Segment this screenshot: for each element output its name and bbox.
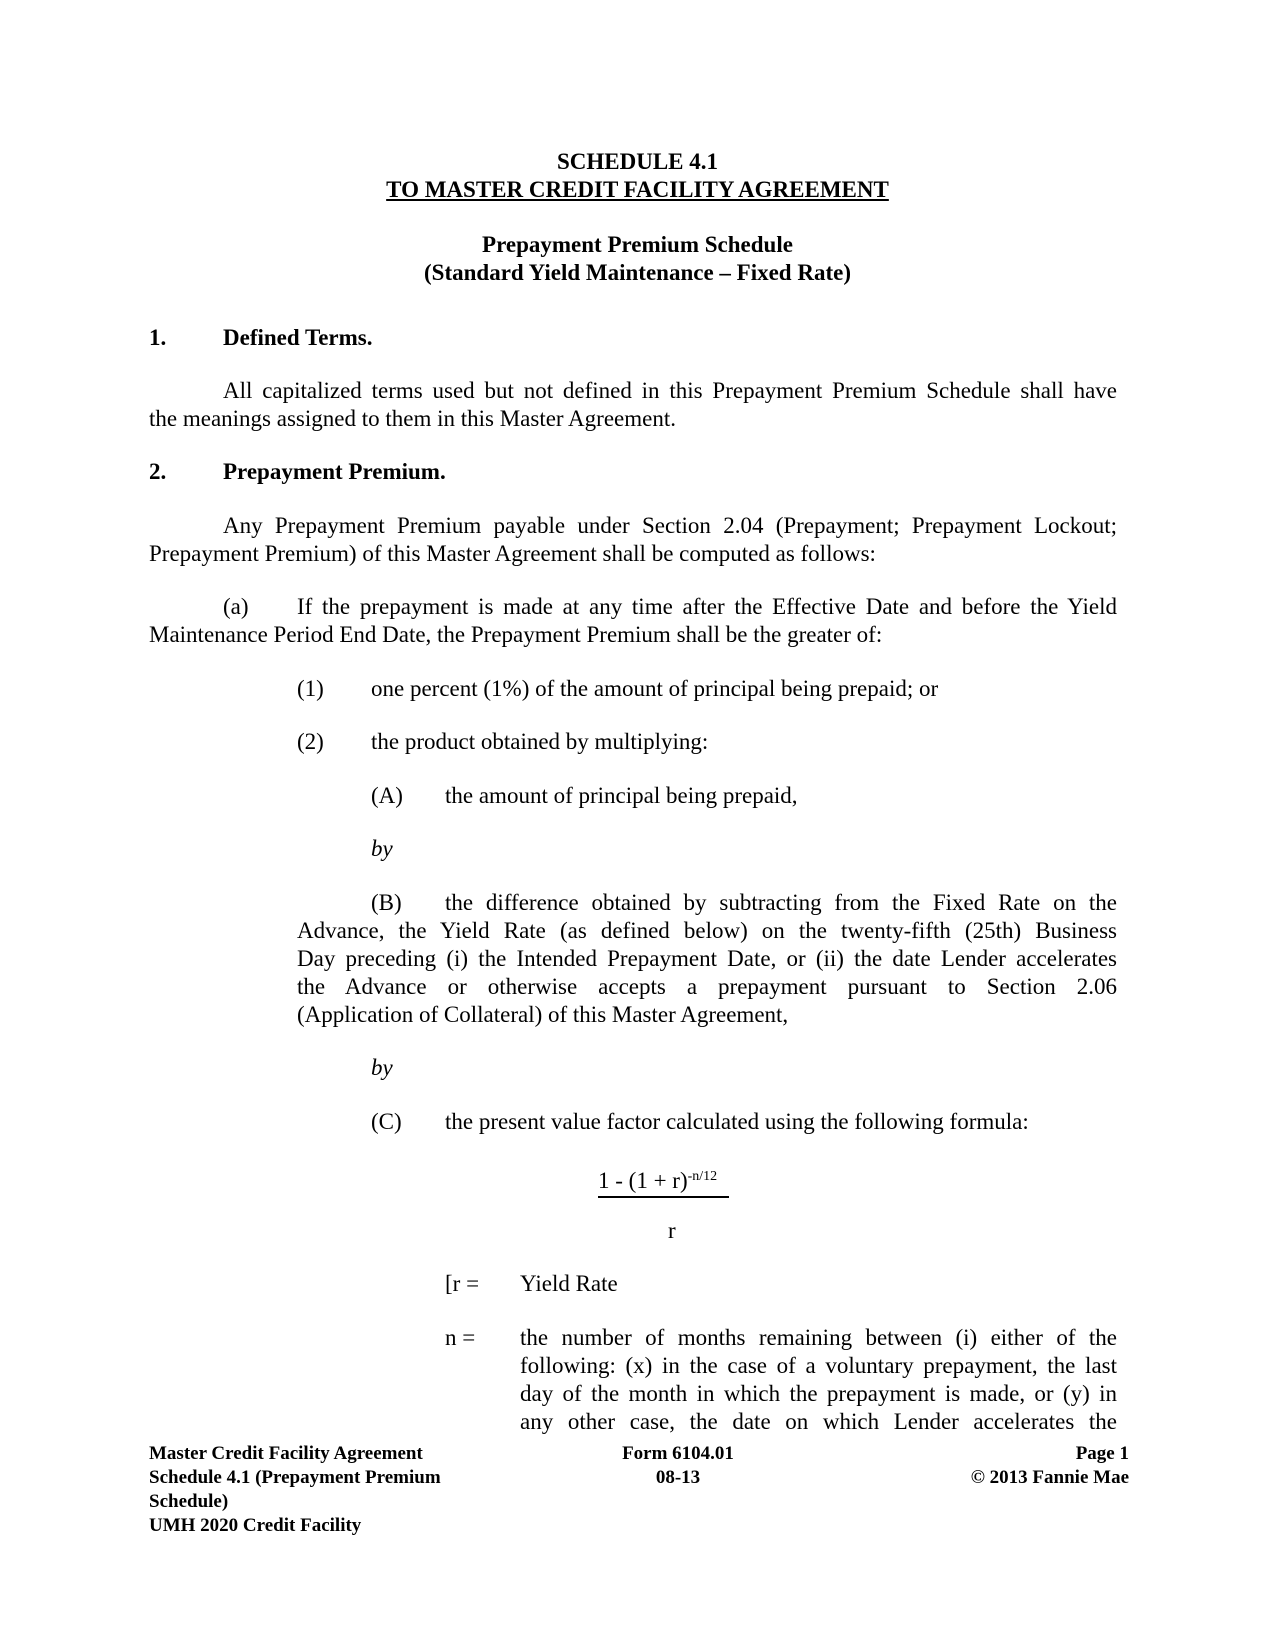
def-n-line-3: day of the month in which the prepayment is made, or (y) in [520,1381,1117,1406]
footer-copyright: © 2013 Fannie Mae [970,1467,1129,1488]
formula-fraction-bar [598,1196,729,1198]
def-n-line-2: following: (x) in the case of a voluntary prepayment, the last [520,1353,1117,1378]
section-1-text-line-2: the meanings assigned to them in this Master Agreement. [149,406,676,431]
def-n-label: n = [445,1325,476,1350]
item-a-text: the amount of principal being prepaid, [445,783,798,808]
item-b-line-4: the Advance or otherwise accepts a prepayment pursuant to Section 2.06 [297,974,1117,999]
item-c-label: (C) [371,1109,402,1134]
agreement-title [0,176,1275,204]
by-connector-2: by [371,1055,393,1080]
def-n-line-1: the number of months remaining between (i) either of the [520,1325,1117,1350]
footer-form-date: 08-13 [655,1467,701,1488]
item-b-line-1: the difference obtained by subtracting from the Fixed Rate on the [445,890,1117,915]
footer-form-number: Form 6104.01 [622,1443,734,1464]
def-r-text: Yield Rate [520,1271,618,1296]
item-c-text: the present value factor calculated using the following formula: [445,1109,1029,1134]
by-connector-1: by [371,836,393,861]
item-2-text: the product obtained by multiplying: [371,729,709,754]
formula-numerator [598,1167,717,1195]
item-1-text: one percent (1%) of the amount of principal being prepaid; or [371,676,939,701]
item-a-label: (A) [371,783,403,808]
def-r-label: [r = [445,1271,480,1296]
section-1-heading: Defined Terms. [223,325,373,350]
section-2-text-line-1: Any Prepayment Premium payable under Section 2.04 (Prepayment; Prepayment Lockout; [223,513,1117,538]
item-2-label: (2) [297,729,324,754]
para-a-line-2: Maintenance Period End Date, the Prepayment Premium shall be the greater of: [149,622,883,647]
footer-left-line-4: UMH 2020 Credit Facility [149,1515,362,1536]
footer-left-line-1: Master Credit Facility Agreement [149,1443,423,1464]
formula-denominator: r [668,1218,676,1243]
section-1-text-line-1: All capitalized terms used but not defined in this Prepayment Premium Schedule shall have [223,378,1117,403]
item-1-label: (1) [297,676,324,701]
formula-numerator-base: 1 - (1 + r) [598,1168,688,1193]
footer-left-line-2: Schedule 4.1 (Prepayment Premium [149,1467,441,1488]
formula-exponent: -n/12 [687,1169,718,1184]
agreement-title-text: TO MASTER CREDIT FACILITY AGREEMENT [386,177,889,202]
para-a-line-1: If the prepayment is made at any time after the Effective Date and before the Yield [297,594,1117,619]
section-2-text-line-2: Prepayment Premium) of this Master Agreement shall be computed as follows: [149,541,876,566]
subtitle-schedule: Prepayment Premium Schedule [482,232,793,257]
footer-left-line-3: Schedule) [149,1491,229,1512]
section-2-number: 2. [149,459,167,484]
subtitle-rate-type: (Standard Yield Maintenance – Fixed Rate) [424,260,851,285]
section-1-number: 1. [149,325,167,350]
def-n-line-4: any other case, the date on which Lender accelerates the [520,1409,1117,1434]
item-b-line-2: Advance, the Yield Rate (as defined below) on the twenty-fifth (25th) Business [297,918,1117,943]
item-b-line-3: Day preceding (i) the Intended Prepayment Date, or (ii) the date Lender accelerates [297,946,1117,971]
item-b-line-5: (Application of Collateral) of this Master Agreement, [297,1002,789,1027]
schedule-title: SCHEDULE 4.1 [556,149,719,174]
para-a-label: (a) [223,594,249,619]
section-2-heading: Prepayment Premium. [223,459,446,484]
item-b-label: (B) [371,890,402,915]
footer-page-number: Page 1 [1075,1443,1129,1464]
